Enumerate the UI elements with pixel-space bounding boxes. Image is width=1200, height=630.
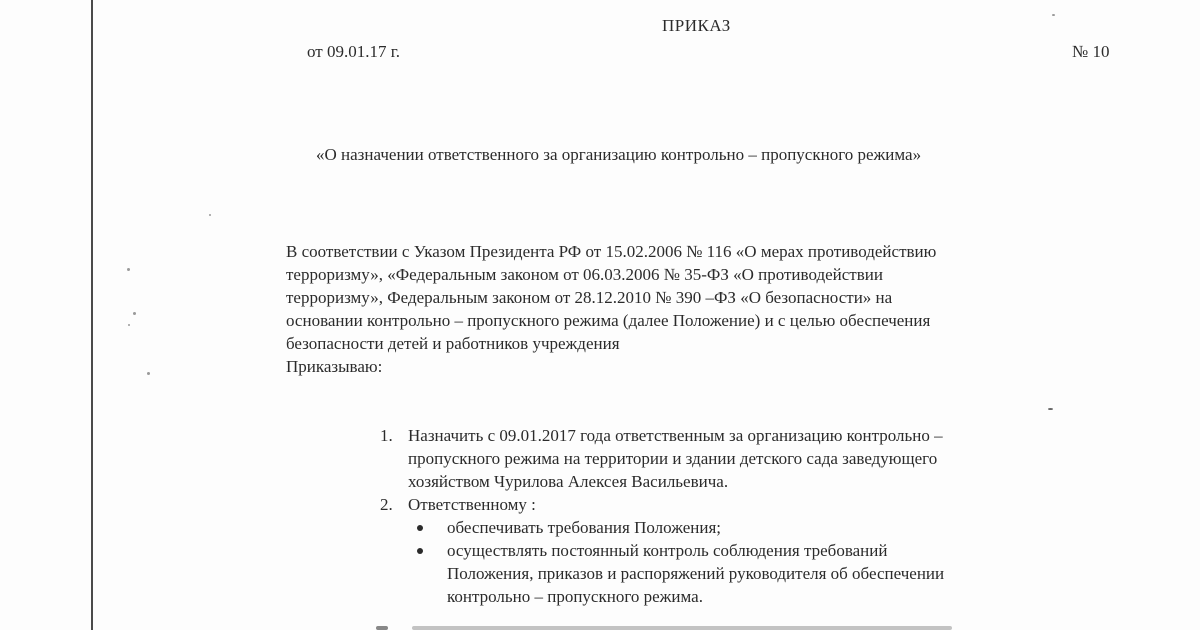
bullet-line: обеспечивать требования Положения; xyxy=(447,518,722,537)
document-number: № 10 xyxy=(1072,42,1110,61)
document-title: ПРИКАЗ xyxy=(662,16,731,35)
order-list xyxy=(372,424,1172,608)
preamble-line: В соответствии с Указом Президента РФ от 15.02.2006 № 116 «О мерах противодействию xyxy=(286,242,937,261)
cut-off-mark xyxy=(412,626,952,630)
scan-speck xyxy=(1052,14,1055,16)
document-date: от 09.01.17 г. xyxy=(307,42,401,61)
order-item xyxy=(372,493,1172,608)
order-item-line: хозяйством Чурилова Алексея Васильевича. xyxy=(408,472,729,491)
order-heading: Приказываю: xyxy=(286,357,383,376)
cut-off-text-line xyxy=(376,622,966,630)
preamble-line: терроризму», «Федеральным законом от 06.03.2006 № 35-ФЗ «О противодействии xyxy=(286,265,883,284)
order-item-line: пропускного режима на территории и здании детского сада заведующего xyxy=(408,449,938,468)
bullet-item xyxy=(408,539,1172,608)
bullet-line: контрольно – пропускного режима. xyxy=(447,587,703,606)
scan-speck xyxy=(127,268,130,271)
bullet-line: осуществлять постоянный контроль соблюдения требований xyxy=(447,541,888,560)
bullet-line: Положения, приказов и распоряжений руководителя об обеспечении xyxy=(447,564,945,583)
scan-speck xyxy=(209,214,211,216)
order-item-number: 1. xyxy=(380,426,393,445)
preamble xyxy=(286,240,1146,378)
order-item xyxy=(372,424,1172,493)
bullet-list xyxy=(408,516,1172,608)
bullet-item xyxy=(408,516,1172,539)
preamble-line: безопасности детей и работников учреждения xyxy=(286,334,620,353)
document-subject: «О назначении ответственного за организацию контрольно – пропускного режима» xyxy=(316,145,922,164)
scan-speck xyxy=(133,312,136,315)
preamble-line: терроризму», Федеральным законом от 28.12.2010 № 390 –ФЗ «О безопасности» на xyxy=(286,288,893,307)
scan-speck xyxy=(147,372,150,375)
bullet-icon xyxy=(417,525,423,531)
scan-speck xyxy=(1048,408,1053,410)
order-item-line: Назначить с 09.01.2017 года ответственным за организацию контрольно – xyxy=(408,426,943,445)
order-item-number: 2. xyxy=(380,495,393,514)
order-item-line: Ответственному : xyxy=(408,495,536,514)
scan-speck xyxy=(128,324,130,326)
bullet-icon xyxy=(417,548,423,554)
cut-off-mark xyxy=(376,626,388,630)
preamble-line: основании контрольно – пропускного режима (далее Положение) и с целью обеспечения xyxy=(286,311,931,330)
page-left-edge xyxy=(91,0,93,630)
